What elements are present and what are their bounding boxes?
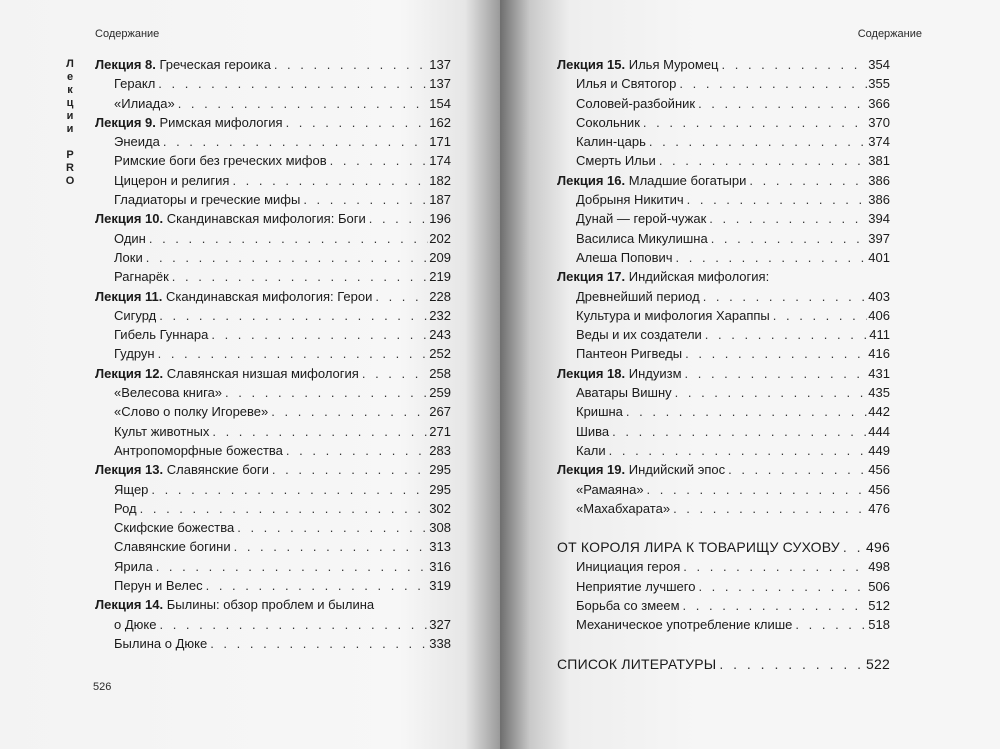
page-ref: 476 <box>868 500 890 516</box>
entry-title: Добрыня Никитич <box>576 192 684 208</box>
entry-title: «Рамаяна» <box>576 481 644 497</box>
leader-dots <box>698 94 867 113</box>
entry-title: Славянские богини <box>114 539 231 555</box>
page-ref: 449 <box>868 442 890 458</box>
leader-dots <box>286 113 429 132</box>
toc-entry-lecture <box>95 460 451 479</box>
toc-entry <box>557 577 890 596</box>
lecture-label: Лекция 15. <box>557 57 626 72</box>
leader-dots <box>659 151 867 170</box>
entry-title: Кришна <box>576 404 623 420</box>
lecture-title: Славянская низшая мифология <box>163 365 359 381</box>
page-ref: 338 <box>429 635 451 651</box>
leader-dots <box>234 537 429 556</box>
leader-dots <box>703 287 868 306</box>
toc-entry-lecture <box>557 55 890 74</box>
toc-entry-lecture <box>557 364 890 383</box>
entry-title: Калин-царь <box>576 134 646 150</box>
toc-entry <box>95 383 451 402</box>
lecture-label: Лекция 8. <box>95 57 156 72</box>
entry-title: Геракл <box>114 76 156 92</box>
leader-dots <box>163 132 428 151</box>
leader-dots <box>272 460 428 479</box>
toc-entry <box>557 615 890 634</box>
entry-title: Борьба со змеем <box>576 598 680 614</box>
toc-entry <box>95 537 451 556</box>
toc-entry-lecture <box>95 113 451 132</box>
lecture-title: Римская мифология <box>155 114 283 130</box>
toc-entry-lecture <box>95 287 451 306</box>
entry-title: Аватары Вишну <box>576 385 672 401</box>
page-ref: 374 <box>868 134 890 150</box>
toc-entry <box>95 74 451 93</box>
page-ref: 202 <box>429 230 451 246</box>
lecture-title: Индийский эпос <box>625 462 726 478</box>
lecture-label: Лекция 9. <box>95 114 156 130</box>
toc-entry <box>557 229 890 248</box>
entry-title: «Махабхарата» <box>576 500 671 516</box>
page-ref: 295 <box>429 481 451 497</box>
leader-dots <box>647 480 868 499</box>
entry-title: Римские боги без греческих мифов <box>114 153 327 169</box>
page-ref: 456 <box>868 481 890 497</box>
toc-entry <box>95 94 451 113</box>
toc-entry-lecture <box>557 171 890 190</box>
page-ref: 187 <box>429 192 451 208</box>
leader-dots <box>749 171 867 190</box>
page-ref: 355 <box>868 76 890 92</box>
leader-dots <box>156 557 429 576</box>
toc-entry <box>557 190 890 209</box>
leader-dots <box>843 538 865 557</box>
leader-dots <box>683 596 868 615</box>
entry-title: Илья и Святогор <box>576 76 677 92</box>
toc-entry <box>557 74 890 93</box>
entry-title: Пантеон Ригведы <box>576 346 683 362</box>
toc-section-lir <box>557 538 890 557</box>
entry-title: Древнейший период <box>576 288 700 304</box>
toc-entry <box>557 422 890 441</box>
entry-title: Перун и Велес <box>114 578 203 594</box>
lecture-title: Индийская мифология: <box>625 269 770 285</box>
leader-dots <box>140 499 429 518</box>
entry-title: Механическое употребление клише <box>576 617 793 633</box>
entry-title: Культ животных <box>114 423 210 439</box>
page-ref: 506 <box>868 578 890 594</box>
toc-entry-lecture <box>95 364 451 383</box>
entry-title: Гибель Гуннара <box>114 327 209 343</box>
page-ref: 518 <box>868 617 890 633</box>
entry-title: Культура и мифология Хараппы <box>576 307 770 323</box>
page-ref: 522 <box>866 655 890 672</box>
page-ref: 512 <box>868 598 890 614</box>
entry-title: Соловей-разбойник <box>576 95 696 111</box>
toc-entry <box>95 557 451 576</box>
entry-title: Сигурд <box>114 307 157 323</box>
lecture-label: Лекция 12. <box>95 365 164 381</box>
leader-dots <box>609 441 868 460</box>
toc-entry <box>557 480 890 499</box>
toc-entry <box>557 306 890 325</box>
page-ref: 137 <box>429 76 451 92</box>
leader-dots <box>146 248 429 267</box>
toc-entry <box>557 596 890 615</box>
entry-title: Гладиаторы и греческие мифы <box>114 192 301 208</box>
leader-dots <box>676 248 868 267</box>
page-ref: 232 <box>429 307 451 323</box>
toc-entry <box>557 113 890 132</box>
toc-entry <box>95 306 451 325</box>
page-ref: 174 <box>429 153 451 169</box>
page-ref: 496 <box>866 539 890 556</box>
page-ref: 403 <box>868 288 890 304</box>
toc-entry <box>95 267 451 286</box>
page-ref: 267 <box>429 404 451 420</box>
page-ref: 171 <box>429 134 451 150</box>
page-ref: 295 <box>429 462 451 478</box>
leader-dots <box>237 518 428 537</box>
page-ref: 444 <box>868 423 890 439</box>
leader-dots <box>698 577 867 596</box>
leader-dots <box>225 383 428 402</box>
leader-dots <box>705 325 868 344</box>
page-number: 526 <box>93 681 112 693</box>
running-head-right: Содержание <box>857 28 922 40</box>
leader-dots <box>286 441 428 460</box>
entry-title: Шива <box>576 423 610 439</box>
page-ref: 435 <box>868 385 890 401</box>
toc-entry <box>557 94 890 113</box>
leader-dots <box>159 615 428 634</box>
entry-title: Энеида <box>114 134 160 150</box>
toc-entry <box>557 402 890 421</box>
page-ref: 386 <box>868 192 890 208</box>
toc-entry-lecture <box>95 55 451 74</box>
leader-dots <box>159 306 428 325</box>
toc-entry <box>95 499 451 518</box>
toc-entry <box>95 325 451 344</box>
toc-entry <box>95 344 451 363</box>
entry-title: Ярила <box>114 558 153 574</box>
toc-entry <box>557 132 890 151</box>
leader-dots <box>709 209 867 228</box>
page-ref: 243 <box>429 327 451 343</box>
leader-dots <box>685 364 868 383</box>
page-ref: 316 <box>429 558 451 574</box>
lecture-label: Лекция 19. <box>557 462 626 478</box>
toc-section-literature <box>557 655 890 674</box>
leader-dots <box>643 113 867 132</box>
entry-title: Былина о Дюке <box>114 635 208 651</box>
page-ref: 354 <box>868 57 890 72</box>
toc-entry-lecture <box>95 209 451 228</box>
entry-title: Локи <box>114 249 143 265</box>
toc-entry <box>95 248 451 267</box>
lecture-title: Былины: обзор проблем и былина <box>163 597 375 613</box>
page-ref: 182 <box>429 172 451 188</box>
page-ref: 228 <box>429 288 451 304</box>
page-ref: 431 <box>868 365 890 381</box>
leader-dots <box>369 209 429 228</box>
toc-entry <box>557 344 890 363</box>
page-ref: 386 <box>868 172 890 188</box>
entry-title: Сокольник <box>576 114 640 130</box>
toc-entry <box>557 383 890 402</box>
toc-entry <box>95 151 451 170</box>
page-ref: 498 <box>868 559 890 575</box>
leader-dots <box>679 74 867 93</box>
leader-dots <box>773 306 868 325</box>
toc-right <box>557 55 890 674</box>
lecture-title: Скандинавская мифология: Боги <box>163 211 366 227</box>
section-title: СПИСОК ЛИТЕРАТУРЫ <box>557 655 717 672</box>
lecture-title: Илья Муромец <box>625 57 719 72</box>
lecture-label: Лекция 17. <box>557 269 626 285</box>
entry-title: «Слово о полку Игореве» <box>114 404 269 420</box>
page-ref: 209 <box>429 249 451 265</box>
leader-dots <box>149 229 428 248</box>
page-ref: 313 <box>429 539 451 555</box>
toc-entry <box>95 518 451 537</box>
leader-dots <box>330 151 429 170</box>
toc-entry <box>95 171 451 190</box>
page-ref: 381 <box>868 153 890 169</box>
leader-dots <box>626 402 867 421</box>
toc-entry <box>557 499 890 518</box>
page-ref: 258 <box>429 365 451 381</box>
toc-entry <box>557 557 890 576</box>
toc-entry <box>95 132 451 151</box>
page-ref: 302 <box>429 500 451 516</box>
leader-dots <box>212 422 428 441</box>
lecture-label: Лекция 16. <box>557 172 626 188</box>
toc-entry <box>95 441 451 460</box>
toc-entry <box>557 325 890 344</box>
leader-dots <box>211 325 428 344</box>
leader-dots <box>172 267 429 286</box>
leader-dots <box>274 55 428 74</box>
entry-title: Смерть Ильи <box>576 153 656 169</box>
lecture-title-cont: о Дюке <box>114 616 157 632</box>
lecture-title: Индуизм <box>625 365 682 381</box>
entry-title: Василиса Микулишна <box>576 230 708 246</box>
toc-entry-lecture-14 <box>95 595 451 634</box>
page-ref: 196 <box>429 211 451 227</box>
leader-dots <box>722 55 868 74</box>
section-title: ОТ КОРОЛЯ ЛИРА К ТОВАРИЩУ СУХОВУ <box>557 539 840 556</box>
page-ref: 259 <box>429 385 451 401</box>
lecture-title: Греческая героика <box>155 57 271 72</box>
leader-dots <box>151 480 428 499</box>
page-ref: 416 <box>868 346 890 362</box>
leader-dots <box>303 190 428 209</box>
lecture-title: Славянские боги <box>163 462 269 478</box>
page-ref: 406 <box>868 307 890 323</box>
page-ref: 283 <box>429 442 451 458</box>
entry-title: «Илиада» <box>114 95 175 111</box>
lecture-title: Младшие богатыри <box>625 172 747 188</box>
entry-title: «Велесова книга» <box>114 385 223 401</box>
leader-dots <box>232 171 428 190</box>
leader-dots <box>158 344 429 363</box>
page-ref: 327 <box>429 616 451 632</box>
leader-dots <box>158 74 428 93</box>
leader-dots <box>612 422 867 441</box>
entry-title: Скифские божества <box>114 520 235 536</box>
page-ref: 319 <box>429 578 451 594</box>
entry-title: Антропоморфные божества <box>114 442 283 458</box>
toc-entry <box>557 209 890 228</box>
leader-dots <box>210 634 428 653</box>
leader-dots <box>728 460 867 479</box>
leader-dots <box>719 655 865 674</box>
entry-title: Род <box>114 500 137 516</box>
page-ref: 162 <box>429 114 451 130</box>
entry-title: Алеша Попович <box>576 249 673 265</box>
toc-entry <box>95 229 451 248</box>
series-side-label: Лекции PRO <box>64 58 76 188</box>
leader-dots <box>687 190 868 209</box>
toc-entry <box>95 422 451 441</box>
page-ref: 411 <box>869 327 890 343</box>
page-ref: 154 <box>429 95 451 111</box>
leader-dots <box>649 132 867 151</box>
leader-dots <box>683 557 867 576</box>
lecture-label: Лекция 14. <box>95 597 164 613</box>
toc-entry <box>557 287 890 306</box>
entry-title: Цицерон и религия <box>114 172 230 188</box>
right-page <box>500 0 1000 749</box>
lecture-label: Лекция 11. <box>95 288 163 304</box>
entry-title: Неприятие лучшего <box>576 578 696 594</box>
toc-entry <box>95 402 451 421</box>
page-ref: 370 <box>868 114 890 130</box>
leader-dots <box>675 383 868 402</box>
entry-title: Дунай — герой-чужак <box>576 211 707 227</box>
running-head-left: Содержание <box>95 28 160 40</box>
leader-dots <box>206 576 429 595</box>
leader-dots <box>795 615 867 634</box>
leader-dots <box>271 402 428 421</box>
toc-entry <box>95 576 451 595</box>
toc-entry <box>95 480 451 499</box>
page-ref: 252 <box>429 346 451 362</box>
leader-dots <box>375 287 428 306</box>
entry-title: Ящер <box>114 481 149 497</box>
entry-title: Инициация героя <box>576 559 681 575</box>
leader-dots <box>178 94 429 113</box>
toc-entry <box>557 441 890 460</box>
entry-title: Рагнарёк <box>114 269 169 285</box>
lecture-label: Лекция 10. <box>95 211 164 227</box>
toc-entry-lecture <box>557 460 890 479</box>
leader-dots <box>711 229 868 248</box>
lecture-label: Лекция 13. <box>95 462 164 478</box>
toc-entry <box>557 151 890 170</box>
entry-title: Веды и их создатели <box>576 327 702 343</box>
toc-left <box>95 55 451 653</box>
toc-entry <box>95 190 451 209</box>
toc-entry <box>557 248 890 267</box>
page-ref: 308 <box>429 520 451 536</box>
page-ref: 456 <box>868 462 890 478</box>
lecture-title: Скандинавская мифология: Герои <box>162 288 373 304</box>
toc-entry-lecture-17 <box>557 267 890 286</box>
leader-dots <box>673 499 867 518</box>
page-ref: 401 <box>868 249 890 265</box>
page-ref: 394 <box>868 211 890 227</box>
entry-title: Гудрун <box>114 346 155 362</box>
page-ref: 219 <box>429 269 451 285</box>
page-ref: 271 <box>429 423 451 439</box>
toc-entry <box>95 634 451 653</box>
page-ref: 366 <box>868 95 890 111</box>
entry-title: Один <box>114 230 146 246</box>
page-ref: 442 <box>868 404 890 420</box>
entry-title: Кали <box>576 442 606 458</box>
page-ref: 397 <box>868 230 890 246</box>
leader-dots <box>362 364 428 383</box>
page-ref: 137 <box>429 57 451 72</box>
leader-dots <box>685 344 867 363</box>
lecture-label: Лекция 18. <box>557 365 626 381</box>
